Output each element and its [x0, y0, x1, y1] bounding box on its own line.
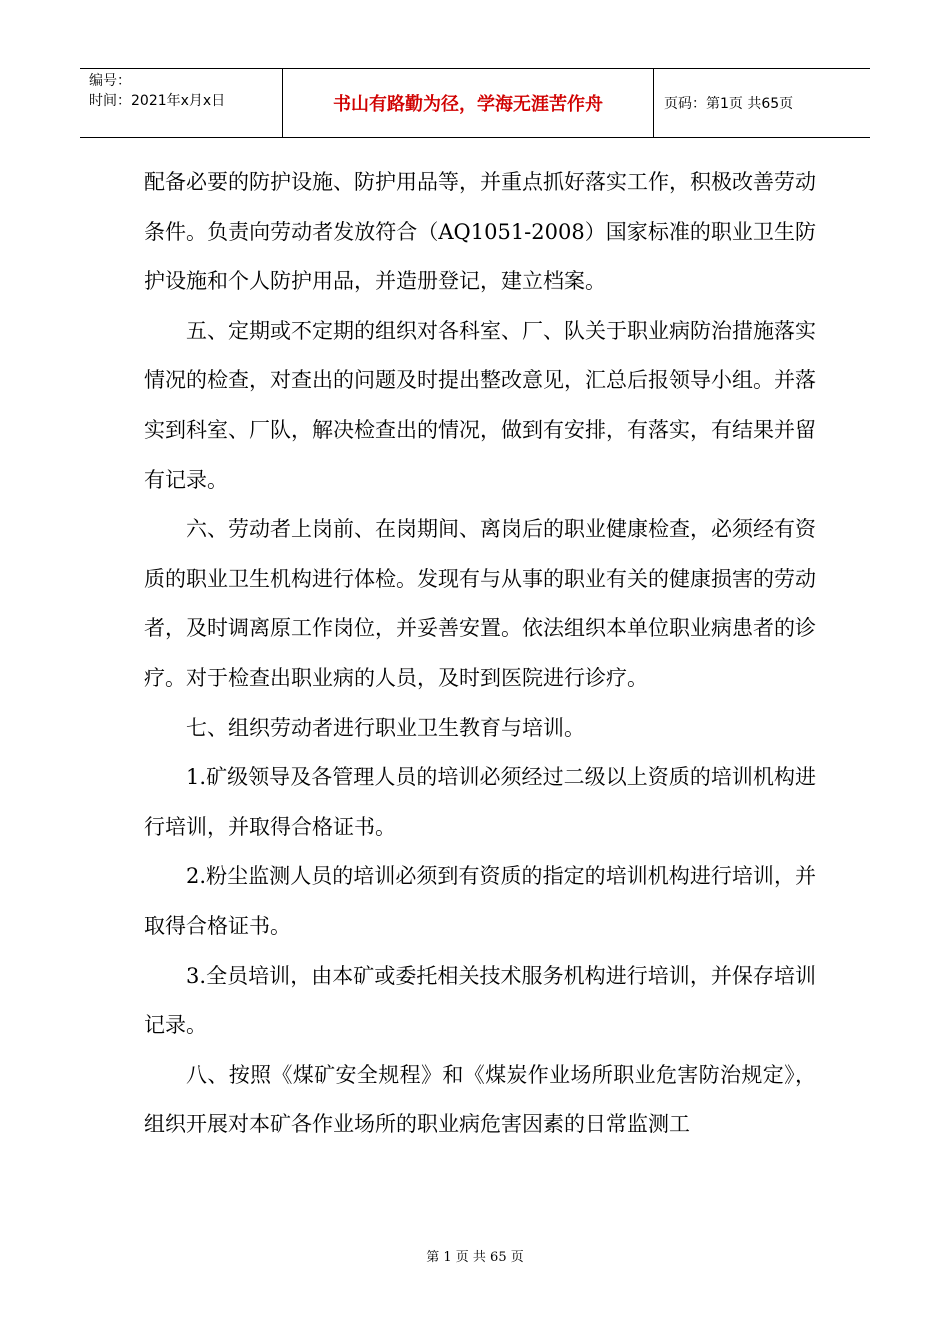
header-page-number: 页码：第1页 共65页 [664, 96, 794, 112]
paragraph: 六、劳动者上岗前、在岗期间、离岗后的职业健康检查，必须经有资质的职业卫生机构进行体检。发现有与从事的职业有关的健康损害的劳动者，及时调离原工作岗位，并妥善安置。依法组织本单位职业病患者的诊疗。对于检查出职业病的人员，及时到医院进行诊疗。 [144, 517, 816, 690]
paragraph: 3.全员培训，由本矿或委托相关技术服务机构进行培训，并保存培训记录。 [144, 963, 816, 1038]
paragraph: 八、按照《煤矿安全规程》和《煤炭作业场所职业危害防治规定》，组织开展对本矿各作业场所的职业病危害因素的日常监测工 [144, 1062, 816, 1137]
page-footer: 第 1 页 共 65 页 [426, 1250, 524, 1265]
document-body [144, 158, 816, 1150]
page-header [80, 68, 870, 138]
header-meta [89, 71, 225, 111]
paragraph: 1.矿级领导及各管理人员的培训必须经过二级以上资质的培训机构进行培训，并取得合格证书。 [144, 765, 816, 839]
header-motto: 书山有路勤为径，学海无涯苦作舟 [333, 94, 603, 115]
paragraph: 七、组织劳动者进行职业卫生教育与培训。 [186, 715, 585, 740]
document-date-label: 时间：2021年x月x日 [89, 93, 226, 109]
paragraph: 五、定期或不定期的组织对各科室、厂、队关于职业病防治措施落实情况的检查，对查出的问题及时提出整改意见，汇总后报领导小组。并落实到科室、厂队，解决检查出的情况，做到有安排，有落实，有结果并留有记录。 [144, 318, 816, 492]
header-divider [653, 69, 654, 137]
document-number-label: 编号： [89, 73, 131, 89]
paragraph: 配备必要的防护设施、防护用品等，并重点抓好落实工作，积极改善劳动条件。负责向劳动者发放符合（AQ1051-2008）国家标准的职业卫生防护设施和个人防护用品，并造册登记，建立档案。 [144, 170, 816, 294]
paragraph: 2.粉尘监测人员的培训必须到有资质的指定的培训机构进行培训，并取得合格证书。 [144, 864, 816, 938]
